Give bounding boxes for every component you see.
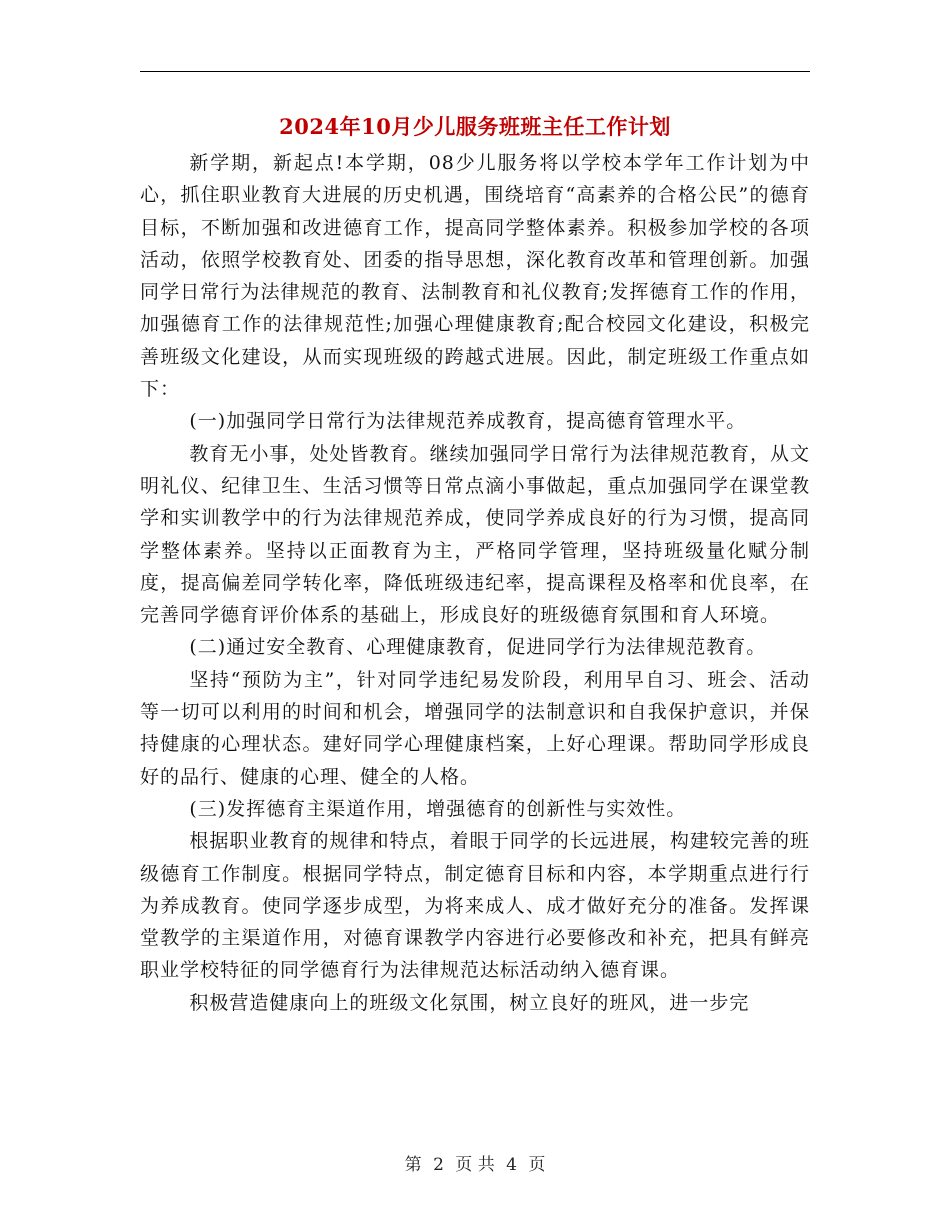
footer-suffix: 页 (528, 1155, 546, 1175)
paragraph-intro: 新学期，新起点!本学期，08少儿服务将以学校本学年工作计划为中心，抓住职业教育大进展的历史机遇，围绕培育“高素养的合格公民”的德育目标，不断加强和改进德育工作，提高同学整体素养。积极参加学校的各项活动，依照学校教育处、团委的指导思想，深化教育改革和管理创新。加强同学日常行为法律规范的教育、法制教育和礼仪教育;发挥德育工作的作用，加强德育工作的法律规范性;加强心理健康教育;配合校园文化建设，积极完善班级文化建设，从而实现班级的跨越式进展。因此，制定班级工作重点如下： (140, 152, 810, 401)
page-footer (0, 1153, 950, 1177)
footer-current-page: 2 (433, 1155, 444, 1175)
paragraph-continued: 积极营造健康向上的班级文化氛围，树立良好的班风，进一步完 (189, 991, 750, 1014)
header-rule (140, 71, 810, 72)
section-heading-3: (三)发挥德育主渠道作用，增强德育的创新性与实效性。 (189, 797, 687, 820)
paragraph-section-3: 根据职业教育的规律和特点，着眼于同学的长远进展，构建较完善的班级德育工作制度。根据同学特点，制定德育目标和内容，本学期重点进行行为养成教育。使同学逐步成型，为将来成人、成才做好充分的准备。发挥课堂教学的主渠道作用，对德育课教学内容进行必要修改和补充，把具有鲜亮职业学校特征的同学德育行为法律规范达标活动纳入德育课。 (140, 830, 810, 982)
footer-prefix: 第 (404, 1155, 422, 1175)
section-heading-1: (一)加强同学日常行为法律规范养成教育，提高德育管理水平。 (189, 410, 747, 433)
footer-total-pages: 4 (506, 1155, 517, 1175)
paragraph-section-2: 坚持“预防为主”，针对同学违纪易发阶段，利用早自习、班会、活动等一切可以利用的时间和机会，增强同学的法制意识和自我保护意识，并保持健康的心理状态。建好同学心理健康档案，上好心理课。帮助同学形成良好的品行、健康的心理、健全的人格。 (140, 668, 810, 788)
footer-middle: 页 共 (455, 1155, 495, 1175)
document-body (140, 147, 810, 1019)
document-title: 2024年10月少儿服务班班主任工作计划 (279, 114, 671, 139)
section-heading-2: (二)通过安全教育、心理健康教育，促进同学行为法律规范教育。 (189, 636, 767, 659)
paragraph-section-1: 教育无小事，处处皆教育。继续加强同学日常行为法律规范教育，从文明礼仪、纪律卫生、生活习惯等日常点滴小事做起，重点加强同学在课堂教学和实训教学中的行为法律规范养成，使同学养成良好的行为习惯，提高同学整体素养。坚持以正面教育为主，严格同学管理，坚持班级量化赋分制度，提高偏差同学转化率，降低班级违纪率，提高课程及格率和优良率，在完善同学德育评价体系的基础上，形成良好的班级德育氛围和育人环境。 (140, 442, 810, 627)
